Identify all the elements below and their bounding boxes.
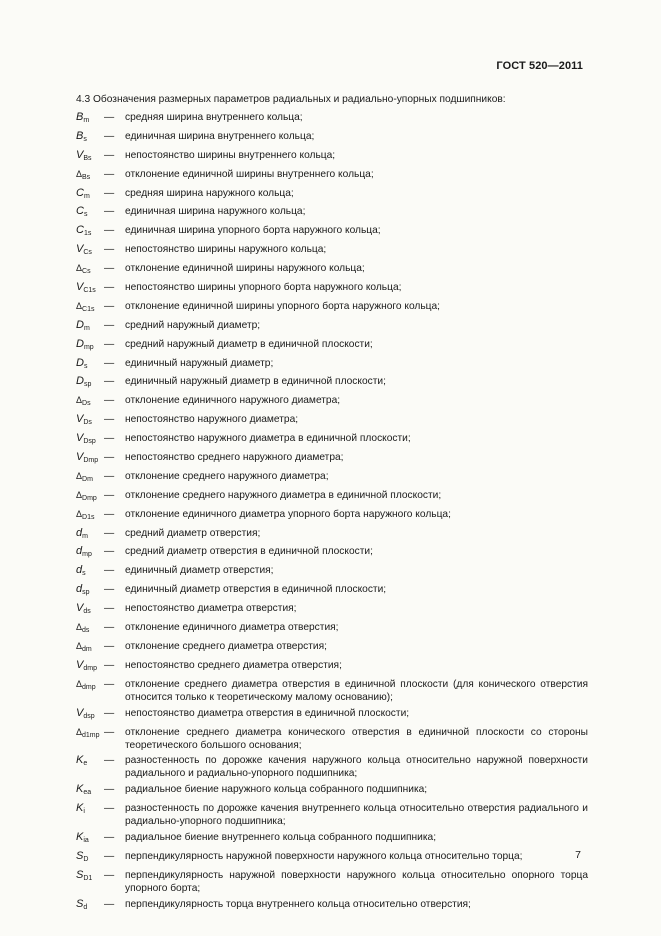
symbol-subscript: Dm	[82, 475, 93, 483]
definition-text: отклонение единичного наружного диаметра;	[125, 395, 341, 407]
definition-symbol	[76, 583, 104, 599]
document-standard-header: ГОСТ 520—2011	[496, 60, 583, 72]
section-intro: 4.3 Обозначения размерных параметров радиальных и радиально-упорных подшипников:	[76, 94, 506, 105]
page-number: 7	[575, 849, 581, 861]
definition-dash: —	[104, 112, 115, 123]
definition-dash: —	[104, 225, 115, 237]
definition-symbol	[76, 489, 104, 505]
definition-row	[76, 802, 588, 828]
symbol-subscript: Bs	[82, 173, 91, 181]
definition-symbol	[76, 602, 104, 618]
definition-row	[76, 243, 588, 259]
definition-row	[76, 707, 588, 723]
symbol-subscript: s	[83, 211, 88, 219]
symbol-subscript: D	[83, 855, 89, 863]
symbol-subscript: e	[83, 760, 88, 768]
symbol-base: Δ	[76, 622, 83, 633]
definition-symbol	[76, 707, 104, 723]
symbol-subscript: s	[82, 570, 86, 578]
symbol-subscript: D1	[83, 874, 93, 882]
definition-text: отклонение единичной ширины наружного кольца;	[125, 263, 365, 275]
definition-symbol	[76, 831, 104, 847]
symbol-subscript: d	[83, 903, 88, 911]
definition-row	[76, 413, 588, 429]
symbol-base: K	[76, 802, 84, 815]
symbol-base: Δ	[76, 300, 83, 311]
definition-symbol	[76, 564, 104, 580]
symbol-base: V	[76, 243, 84, 256]
definition-dash: —	[104, 869, 115, 881]
symbol-base: Δ	[76, 508, 83, 519]
symbol-base: d	[76, 526, 83, 539]
definition-symbol	[76, 168, 104, 184]
definition-row	[76, 205, 588, 221]
definition-dash: —	[104, 659, 115, 671]
symbol-base: K	[76, 831, 84, 844]
definition-row	[76, 602, 588, 618]
definition-row	[76, 338, 588, 354]
definition-row	[76, 281, 588, 297]
definition-row	[76, 262, 588, 278]
definition-text: перпендикулярность торца внутреннего кольца относительно отверстия;	[125, 898, 471, 910]
definition-row	[76, 898, 588, 914]
definition-dash: —	[104, 357, 115, 369]
symbol-subscript: s	[83, 135, 87, 143]
definition-symbol	[76, 621, 104, 637]
definition-symbol	[76, 243, 104, 259]
definition-symbol	[76, 413, 104, 429]
definition-text: перпендикулярность наружной поверхности наружного кольца относительно опорного торца упорного борта;	[125, 869, 588, 894]
definition-dash: —	[104, 584, 115, 596]
symbol-base: V	[76, 413, 84, 426]
definition-row	[76, 564, 588, 580]
definition-dash: —	[104, 452, 115, 464]
symbol-subscript: ds	[82, 627, 90, 635]
definition-dash: —	[104, 376, 115, 388]
definition-symbol	[76, 375, 104, 391]
definition-row	[76, 545, 588, 561]
definition-text: непостоянство наружного диаметра;	[125, 414, 299, 426]
definition-text: единичная ширина внутреннего кольца;	[125, 130, 315, 142]
definition-row	[76, 130, 588, 146]
definition-row	[76, 168, 588, 184]
definition-symbol	[76, 508, 104, 524]
symbol-base: D	[76, 337, 84, 350]
definition-row	[76, 508, 588, 524]
definition-dash: —	[104, 187, 115, 199]
definition-text: единичный диаметр отверстия в единичной плоскости;	[125, 584, 387, 596]
definition-symbol	[76, 281, 104, 297]
definition-row	[76, 489, 588, 505]
definition-row	[76, 375, 588, 391]
definition-text: средняя ширина внутреннего кольца;	[125, 112, 303, 123]
definition-text: средний наружный диаметр в единичной плоскости;	[125, 338, 373, 350]
symbol-subscript: d1mp	[82, 731, 100, 739]
symbol-base: d	[76, 564, 83, 577]
definition-symbol	[76, 319, 104, 335]
definition-text: единичная ширина упорного борта наружного кольца;	[125, 225, 381, 237]
definition-text: средняя ширина наружного кольца;	[125, 187, 294, 199]
symbol-base: S	[76, 897, 84, 910]
definition-dash: —	[104, 168, 115, 180]
symbol-subscript: ia	[83, 837, 89, 845]
symbol-subscript: C1s	[82, 305, 95, 313]
symbol-base: K	[76, 783, 84, 796]
symbol-subscript: Ds	[82, 400, 91, 408]
symbol-base: V	[76, 706, 84, 719]
definition-text: отклонение единичной ширины упорного борта наружного кольца;	[125, 300, 440, 312]
symbol-subscript: Cs	[82, 268, 91, 276]
definition-dash: —	[104, 470, 115, 482]
definition-text: отклонение единичного диаметра упорного борта наружного кольца;	[125, 508, 451, 520]
symbol-subscript: Ds	[83, 419, 92, 427]
definition-symbol	[76, 187, 104, 203]
symbol-subscript: mp	[82, 551, 92, 559]
definition-dash: —	[104, 603, 115, 615]
definition-text: отклонение единичного диаметра отверстия;	[125, 622, 339, 634]
definition-row	[76, 300, 588, 316]
definition-text: отклонение единичной ширины внутреннего кольца;	[125, 168, 374, 180]
definition-dash: —	[104, 527, 115, 539]
definition-dash: —	[104, 565, 115, 577]
definition-row	[76, 111, 588, 127]
definition-row	[76, 869, 588, 895]
definition-symbol	[76, 357, 104, 373]
definition-dash: —	[104, 784, 115, 796]
definition-row	[76, 357, 588, 373]
definition-symbol	[76, 869, 104, 885]
symbol-subscript: C1s	[83, 287, 96, 295]
symbol-subscript: i	[83, 808, 85, 816]
symbol-base: V	[76, 658, 84, 671]
symbol-base: Δ	[76, 489, 83, 500]
definition-dash: —	[104, 508, 115, 520]
definition-text: радиальное биение наружного кольца собранного подшипника;	[125, 784, 428, 796]
definition-text: единичный наружный диаметр;	[125, 357, 274, 369]
definition-symbol	[76, 149, 104, 165]
symbol-base: Δ	[76, 395, 83, 406]
definition-dash: —	[104, 832, 115, 844]
definition-symbol	[76, 262, 104, 278]
symbol-subscript: dm	[82, 645, 92, 653]
definition-dash: —	[104, 244, 115, 256]
definition-dash: —	[104, 130, 115, 142]
definition-text: отклонение среднего диаметра отверстия в единичной плоскости (для конического отверстия относится только к теоретическому малому основанию);	[125, 678, 588, 703]
symbol-subscript: mp	[83, 343, 94, 351]
definition-row	[76, 678, 588, 704]
definition-row	[76, 224, 588, 240]
symbol-base: V	[76, 148, 84, 161]
symbol-subscript: m	[83, 192, 90, 200]
definition-dash: —	[104, 149, 115, 161]
definition-symbol	[76, 726, 104, 742]
definition-row	[76, 451, 588, 467]
definition-text: непостоянство ширины упорного борта наружного кольца;	[125, 282, 402, 294]
definition-text: разностенность по дорожке качения наружного кольца относительно наружной поверхности радиального и радиально-упорного подшипника;	[125, 755, 588, 780]
definitions-list	[76, 111, 588, 917]
definition-row	[76, 394, 588, 410]
symbol-subscript: Cs	[83, 249, 92, 257]
definition-row	[76, 319, 588, 335]
definition-text: единичная ширина наружного кольца;	[125, 206, 306, 218]
definition-dash: —	[104, 263, 115, 275]
symbol-subscript: ea	[83, 789, 92, 797]
definition-dash: —	[104, 546, 115, 558]
symbol-base: C	[76, 224, 84, 237]
symbol-subscript: Dmp	[82, 494, 97, 502]
definition-symbol	[76, 850, 104, 866]
definition-dash: —	[104, 898, 115, 910]
definition-symbol	[76, 783, 104, 799]
definition-symbol	[76, 545, 104, 561]
definition-text: непостоянство ширины внутреннего кольца;	[125, 149, 336, 161]
symbol-subscript: ds	[83, 608, 91, 616]
symbol-base: Δ	[76, 678, 83, 689]
definition-symbol	[76, 527, 104, 543]
symbol-base: Δ	[76, 726, 83, 737]
definition-dash: —	[104, 206, 115, 218]
definition-text: единичный наружный диаметр в единичной плоскости;	[125, 376, 386, 388]
symbol-base: Δ	[76, 470, 83, 481]
definition-dash: —	[104, 850, 115, 862]
definition-text: радиальное биение внутреннего кольца собранного подшипника;	[125, 832, 437, 844]
definition-symbol	[76, 300, 104, 316]
definition-text: средний диаметр отверстия;	[125, 527, 261, 539]
definition-text: перпендикулярность наружной поверхности наружного кольца относительно торца;	[125, 850, 523, 862]
definition-dash: —	[104, 755, 115, 767]
symbol-base: V	[76, 602, 84, 615]
symbol-subscript: Bs	[83, 154, 92, 162]
symbol-base: B	[76, 111, 84, 123]
definition-symbol	[76, 754, 104, 770]
definition-symbol	[76, 224, 104, 240]
definition-symbol	[76, 205, 104, 221]
symbol-base: B	[76, 129, 84, 142]
definition-row	[76, 783, 588, 799]
symbol-base: S	[76, 868, 84, 881]
symbol-subscript: m	[82, 532, 88, 540]
definition-row	[76, 850, 588, 866]
definition-text: средний диаметр отверстия в единичной плоскости;	[125, 546, 373, 558]
definition-row	[76, 640, 588, 656]
definition-dash: —	[104, 678, 115, 690]
definition-text: непостоянство среднего диаметра отверстия;	[125, 659, 342, 671]
definition-row	[76, 831, 588, 847]
definition-row	[76, 726, 588, 752]
definition-symbol	[76, 130, 104, 146]
definition-text: непостоянство диаметра отверстия;	[125, 603, 297, 615]
symbol-base: V	[76, 281, 84, 294]
symbol-base: d	[76, 583, 83, 596]
symbol-subscript: Dmp	[83, 457, 99, 465]
symbol-base: C	[76, 186, 84, 199]
definition-dash: —	[104, 319, 115, 331]
definition-text: единичный диаметр отверстия;	[125, 565, 274, 577]
symbol-base: D	[76, 375, 84, 388]
symbol-subscript: Dsp	[83, 438, 96, 446]
definition-text: отклонение среднего наружного диаметра;	[125, 470, 329, 482]
symbol-subscript: sp	[83, 381, 92, 389]
definition-text: отклонение среднего диаметра отверстия;	[125, 640, 327, 652]
definition-dash: —	[104, 622, 115, 634]
definition-dash: —	[104, 433, 115, 445]
symbol-base: Δ	[76, 640, 83, 651]
symbol-base: S	[76, 849, 84, 862]
definition-dash: —	[104, 707, 115, 719]
definition-symbol	[76, 678, 104, 694]
definition-text: непостоянство наружного диаметра в единичной плоскости;	[125, 433, 411, 445]
symbol-base: C	[76, 205, 84, 218]
definition-row	[76, 470, 588, 486]
definition-text: разностенность по дорожке качения внутреннего кольца относительно отверстия радиального и радиально-упорного подшипника;	[125, 803, 588, 828]
symbol-subscript: m	[83, 117, 90, 124]
symbol-base: V	[76, 432, 84, 445]
definition-dash: —	[104, 282, 115, 294]
definition-dash: —	[104, 414, 115, 426]
definition-dash: —	[104, 803, 115, 815]
definition-row	[76, 754, 588, 780]
definition-symbol	[76, 338, 104, 354]
definition-symbol	[76, 640, 104, 656]
definition-row	[76, 187, 588, 203]
definition-symbol	[76, 659, 104, 675]
definition-row	[76, 621, 588, 637]
symbol-base: d	[76, 545, 83, 558]
symbol-base: Δ	[76, 263, 83, 274]
symbol-base: D	[76, 356, 84, 369]
symbol-subscript: dmp	[83, 664, 97, 672]
definition-row	[76, 432, 588, 448]
symbol-base: K	[76, 754, 84, 767]
definition-text: непостоянство диаметра отверстия в единичной плоскости;	[125, 707, 410, 719]
symbol-base: D	[76, 318, 84, 331]
symbol-subscript: m	[83, 324, 90, 332]
definition-text: непостоянство ширины наружного кольца;	[125, 244, 327, 256]
definition-row	[76, 659, 588, 675]
definition-symbol	[76, 470, 104, 486]
definition-symbol	[76, 111, 104, 127]
definition-dash: —	[104, 395, 115, 407]
symbol-base: Δ	[76, 168, 83, 179]
definition-dash: —	[104, 489, 115, 501]
definition-symbol	[76, 394, 104, 410]
definition-text: отклонение среднего наружного диаметра в единичной плоскости;	[125, 489, 442, 501]
definition-dash: —	[104, 640, 115, 652]
definition-text: средний наружный диаметр;	[125, 319, 261, 331]
definition-symbol	[76, 802, 104, 818]
symbol-subscript: s	[83, 362, 88, 370]
symbol-base: V	[76, 451, 84, 464]
definition-row	[76, 583, 588, 599]
definition-symbol	[76, 451, 104, 467]
symbol-subscript: sp	[82, 589, 90, 597]
symbol-subscript: D1s	[82, 513, 95, 521]
definition-dash: —	[104, 300, 115, 312]
symbol-subscript: dsp	[83, 712, 95, 720]
definition-text: непостоянство среднего наружного диаметра;	[125, 452, 344, 464]
definition-symbol	[76, 898, 104, 914]
definition-symbol	[76, 432, 104, 448]
definition-row	[76, 149, 588, 165]
definition-row	[76, 527, 588, 543]
symbol-subscript: dmp	[82, 683, 96, 691]
symbol-subscript: 1s	[83, 230, 92, 238]
definition-dash: —	[104, 338, 115, 350]
definition-text: отклонение среднего диаметра конического отверстия в единичной плоскости со стороны теоретического большого основания;	[125, 726, 588, 751]
definition-dash: —	[104, 726, 115, 738]
